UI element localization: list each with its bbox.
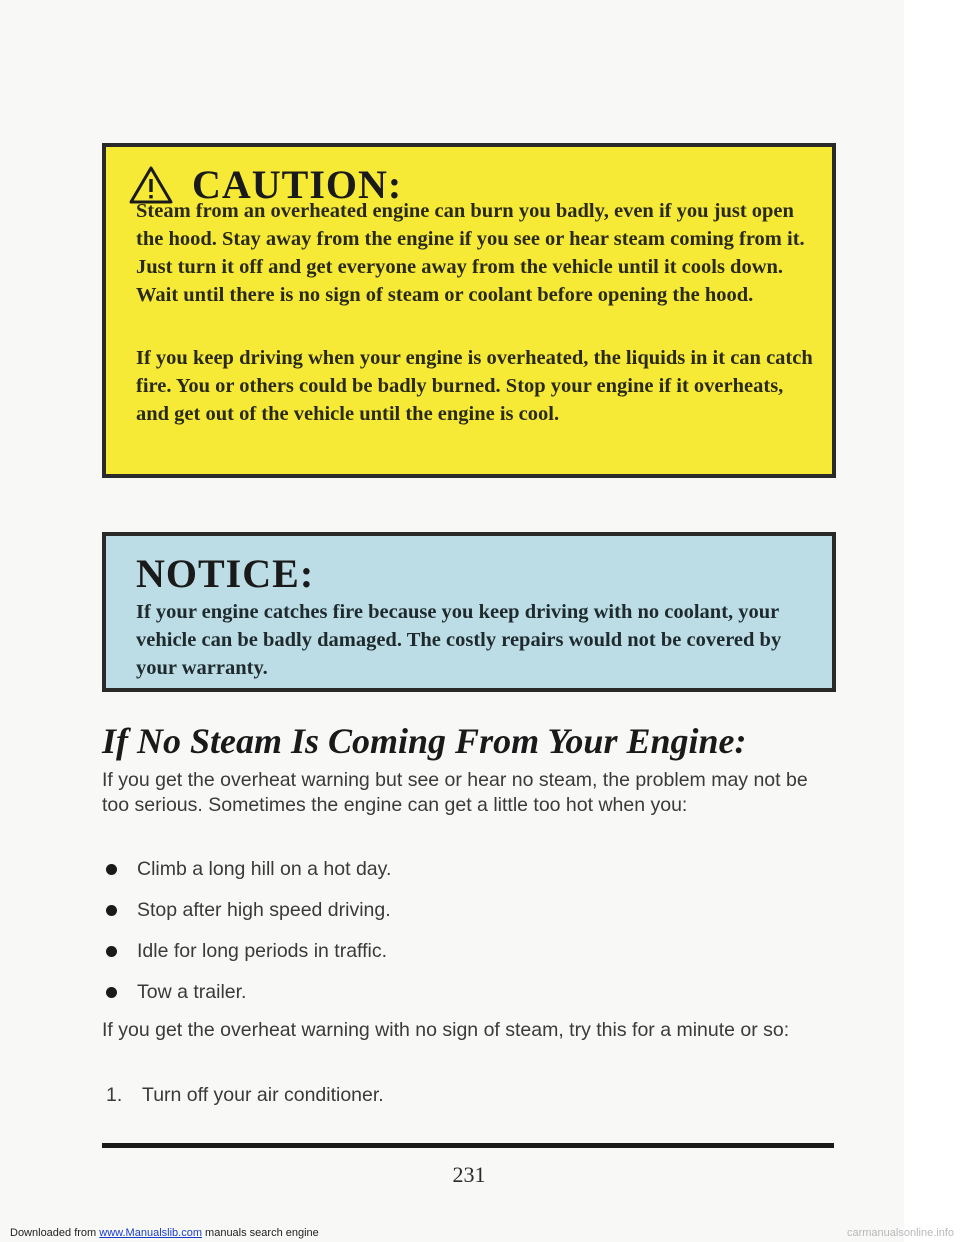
list-item-text: Climb a long hill on a hot day. — [137, 858, 392, 880]
list-item — [102, 857, 391, 882]
list-item — [102, 939, 387, 964]
bullet-icon — [106, 864, 117, 875]
step-number: 1. — [106, 1084, 123, 1106]
caution-title: CAUTION: — [192, 162, 403, 207]
list-item — [102, 898, 391, 923]
bullet-icon — [106, 905, 117, 916]
intro-paragraph: If you get the overheat warning but see or hear no steam, the problem may not be too serious. Sometimes the engine can get a little too hot when you: — [102, 769, 808, 816]
footer-rule — [102, 1143, 834, 1148]
numbered-step — [102, 1083, 384, 1108]
notice-title: NOTICE: — [136, 551, 315, 596]
caution-paragraph-2: If you keep driving when your engine is overheated, the liquids in it can catch fire. You or others could be badly burned. Stop your engine if it overheats, and get out of the vehicle until the engine is cool. — [136, 347, 813, 425]
notice-box — [102, 532, 836, 692]
followup-paragraph: If you get the overheat warning with no sign of steam, try this for a minute or so: — [102, 1019, 790, 1041]
bullet-icon — [106, 946, 117, 957]
list-item-text: Stop after high speed driving. — [137, 899, 391, 921]
download-banner — [10, 1227, 319, 1239]
list-item-text: Idle for long periods in traffic. — [137, 940, 388, 962]
download-prefix: Downloaded from — [10, 1227, 100, 1239]
list-item — [102, 980, 246, 1005]
page-number: 231 — [452, 1162, 486, 1187]
caution-box — [102, 143, 836, 478]
notice-text: If your engine catches fire because you keep driving with no coolant, your vehicle can be badly damaged. The costly repairs would not be covered by your warranty. — [136, 601, 782, 679]
step-text: Turn off your air conditioner. — [142, 1084, 384, 1106]
manualslib-link[interactable]: www.Manualslib.com — [99, 1227, 202, 1239]
bullet-icon — [106, 987, 117, 998]
download-suffix: manuals search engine — [201, 1227, 319, 1239]
section-heading: If No Steam Is Coming From Your Engine: — [102, 721, 747, 761]
caution-paragraph-1: Steam from an overheated engine can burn you badly, even if you just open the hood. Stay away from the engine if you see or hear steam coming from it. Just turn it off and get everyone away from the vehicle until it cools down. Wait until there is no sign of steam or coolant before opening the hood. — [136, 200, 805, 306]
list-item-text: Tow a trailer. — [137, 981, 247, 1003]
watermark: carmanualsonline.info — [846, 1227, 954, 1239]
